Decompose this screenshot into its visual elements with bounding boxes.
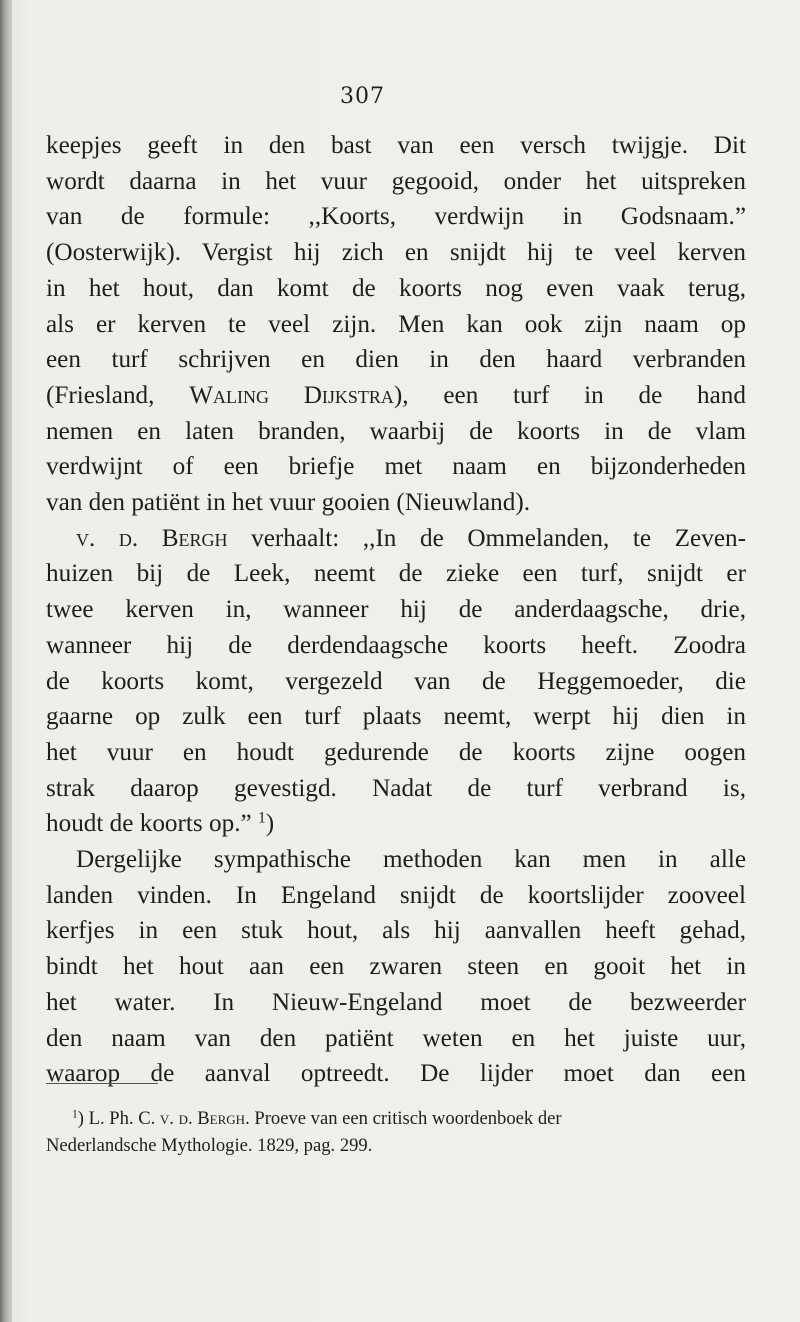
footnote-divider — [46, 1083, 158, 1084]
text-line: het vuur en houdt gedurende de koorts zijne oogen — [46, 738, 746, 766]
text-line: Dergelijke sympathische methoden kan men in alle — [76, 846, 746, 874]
text-line: den naam van den patiënt weten en het juiste uur, — [46, 1024, 746, 1052]
text-line: bindt het hout aan een zwaren steen en gooit het in — [46, 953, 746, 981]
text-line: in het hout, dan komt de koorts nog even vaak terug, — [46, 274, 746, 302]
text-line: van den patiënt in het vuur gooien (Nieuwland). — [46, 489, 531, 517]
text-fragment: houdt de koorts op.” — [46, 810, 258, 838]
footnote-line: Nederlandsche Mythologie. 1829, pag. 299. — [46, 1135, 373, 1156]
page-number: 307 — [340, 84, 385, 109]
footnote — [46, 1105, 746, 1159]
text-line: twee kerven in, wanneer hij de anderdaagsche, drie, — [46, 596, 746, 624]
text-line: keepjes geeft in den bast van een versch twijgje. Dit — [46, 132, 746, 159]
text-fragment: ), een turf in de hand — [393, 381, 746, 409]
footnote-marker: 1 — [72, 1108, 78, 1121]
text-line: nemen en laten branden, waarbij de koorts in de vlam — [46, 417, 746, 445]
author-name: Waling Dijkstra — [189, 381, 394, 409]
text-line — [46, 521, 746, 557]
text-fragment: (Friesland, — [46, 381, 190, 409]
text-line: waarop de aanval optreedt. De lijder moet dan een — [46, 1060, 746, 1088]
text-line: (Oosterwijk). Vergist hij zich en snijdt hij te veel kerven — [46, 239, 746, 267]
main-text — [46, 128, 746, 1092]
text-line: kerfjes in een stuk hout, als hij aanvallen heeft gehad, — [46, 917, 746, 945]
text-line: wanneer hij de derdendaagsche koorts heeft. Zoodra — [46, 631, 746, 659]
author-name: v. d. Bergh — [76, 524, 228, 552]
book-spine-shadow — [0, 0, 12, 1322]
text-line: een turf schrijven en dien in den haard verbranden — [46, 346, 746, 374]
text-fragment: L. Ph. C. — [83, 1108, 160, 1129]
text-line: de koorts komt, vergezeld van de Heggemoeder, die — [46, 667, 746, 695]
text-line: huizen bij de Leek, neemt de zieke een turf, snijdt er — [46, 560, 746, 588]
text-line: gaarne op zulk een turf plaats neemt, werpt hij dien in — [46, 703, 746, 731]
text-line — [46, 378, 746, 414]
text-fragment: ) — [265, 810, 275, 838]
text-fragment: verhaalt: ,,In de Ommelanden, te Zeven- — [227, 524, 746, 552]
author-name: v. d. Bergh. — [159, 1108, 250, 1129]
text-fragment: Proeve van een critisch woordenboek der — [249, 1108, 562, 1129]
text-line: landen vinden. In Engeland snijdt de koortslijder zooveel — [46, 881, 746, 909]
text-line: strak daarop gevestigd. Nadat de turf verbrand is, — [46, 774, 746, 802]
footnote-reference: 1 — [257, 809, 266, 827]
text-fragment: ) — [77, 1108, 84, 1129]
text-line — [46, 806, 746, 842]
text-line: van de formule: ,,Koorts, verdwijn in Godsnaam.” — [46, 203, 746, 231]
footnote-line — [46, 1105, 746, 1132]
text-line: als er kerven te veel zijn. Men kan ook zijn naam op — [46, 310, 746, 338]
text-line: het water. In Nieuw-Engeland moet de bezweerder — [46, 988, 746, 1016]
text-line: verdwijnt of een briefje met naam en bijzonderheden — [46, 453, 746, 481]
text-line: wordt daarna in het vuur gegooid, onder het uitspreken — [46, 167, 746, 195]
